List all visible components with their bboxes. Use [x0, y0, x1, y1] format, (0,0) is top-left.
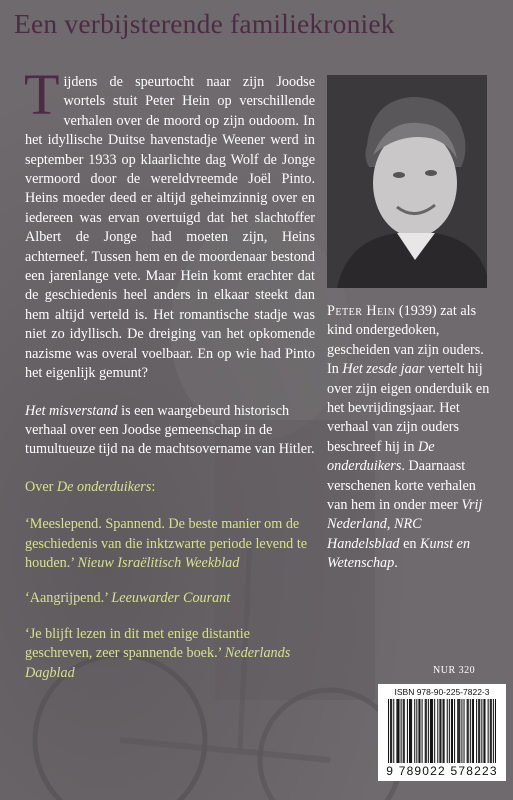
- author-book-title: Het zesde jaar: [342, 361, 425, 378]
- review-quote: [25, 625, 315, 683]
- author-publication: Kunst en Wetenschap: [327, 535, 471, 572]
- author-bio-text: (1939) zat als kind ondergedoken, gescheiden van zijn ouders. In: [327, 303, 484, 378]
- author-name: Peter Hein: [327, 303, 396, 319]
- review-source: Nieuw Israëlitisch Weekblad: [77, 554, 240, 571]
- author-bio: [327, 302, 495, 574]
- review-quote: [25, 589, 315, 608]
- review-source: Nederlands Dagblad: [25, 645, 291, 681]
- author-bio-text: vertelt hij over zijn eigen onderduik en het bevrijdingsjaar. Het verhaal van zijn ouders beschreef hij in: [327, 361, 490, 455]
- author-bio-text: . Daarnaast verschenen korte verhalen van hem in onder meer: [327, 458, 476, 514]
- barcode-digits: 9 789022 578223: [386, 764, 498, 778]
- reviews-heading-book: De onderduikers: [56, 478, 152, 495]
- author-book-title: De onderduikers: [327, 438, 435, 475]
- author-portrait-image: [327, 75, 487, 288]
- review-text: ‘Aangrijpend.’: [25, 590, 108, 607]
- reviews-heading-prefix: Over: [25, 478, 57, 495]
- blurb-paragraph: [24, 62, 315, 384]
- left-column: [24, 62, 315, 683]
- barcode-icon: [388, 699, 496, 763]
- nur-code: NUR 320: [433, 665, 476, 676]
- author-bio-text: .: [394, 555, 398, 572]
- cover-title: Een verbijsterende familiekroniek: [14, 8, 395, 39]
- review-quote: [25, 515, 315, 573]
- isbn-label: ISBN 978-90-225-7822-3: [394, 687, 490, 697]
- isbn-barcode: [378, 684, 506, 781]
- blurb-second-paragraph: [25, 402, 315, 460]
- review-source: Leeuwarder Courant: [111, 590, 231, 607]
- author-bio-text: en: [399, 535, 421, 552]
- reviews-heading-suffix: :: [151, 478, 156, 495]
- author-photo: [327, 75, 487, 288]
- blurb-second-text: is een waargebeurd historisch verhaal over een Joodse gemeenschap in de tumultueuze tijd na de machtsovername van Hitler.: [25, 402, 315, 458]
- review-text: ‘Je blijft lezen in dit met enige distantie geschreven, zeer spannende boek.’: [25, 625, 250, 662]
- author-publications: Vrij Nederland, NRC Handelsblad: [327, 497, 483, 552]
- book-title-italic: Het misverstand: [25, 402, 118, 419]
- drop-cap: T: [24, 62, 60, 127]
- blurb-text: ijdens de speurtocht naar zijn Joodse wortels stuit Peter Hein op verschillende verhalen over de moord op zijn oudoom. In het idyllische Duitse havenstadje Weener werd in september 1933 op klaarlichte dag Wolf de Jonge vermoord door de wereldvreemde Joël Pinto. Heins moeder deed er altijd geheimzinnig over en iedereen was ervan overtuigd dat het slachtoffer Albert de Jonge had moeten zijn, Heins achterneef. Tussen hem en de moordenaar bestond een jarenlange vete. Maar Hein komt erachter dat de geschiedenis heel anders in elkaar steekt dan hem altijd verteld is. Het romantische stadje was niet zo idyllisch. De dreiging van het opkomende nazisme was overal voelbaar. En op wie had Pinto het eigenlijk gemunt?: [25, 74, 315, 382]
- review-text: ‘Meeslepend. Spannend. De beste manier om de geschiedenis van die inktzwarte periode levend te houden.’: [25, 516, 308, 571]
- reviews-heading: [25, 478, 315, 497]
